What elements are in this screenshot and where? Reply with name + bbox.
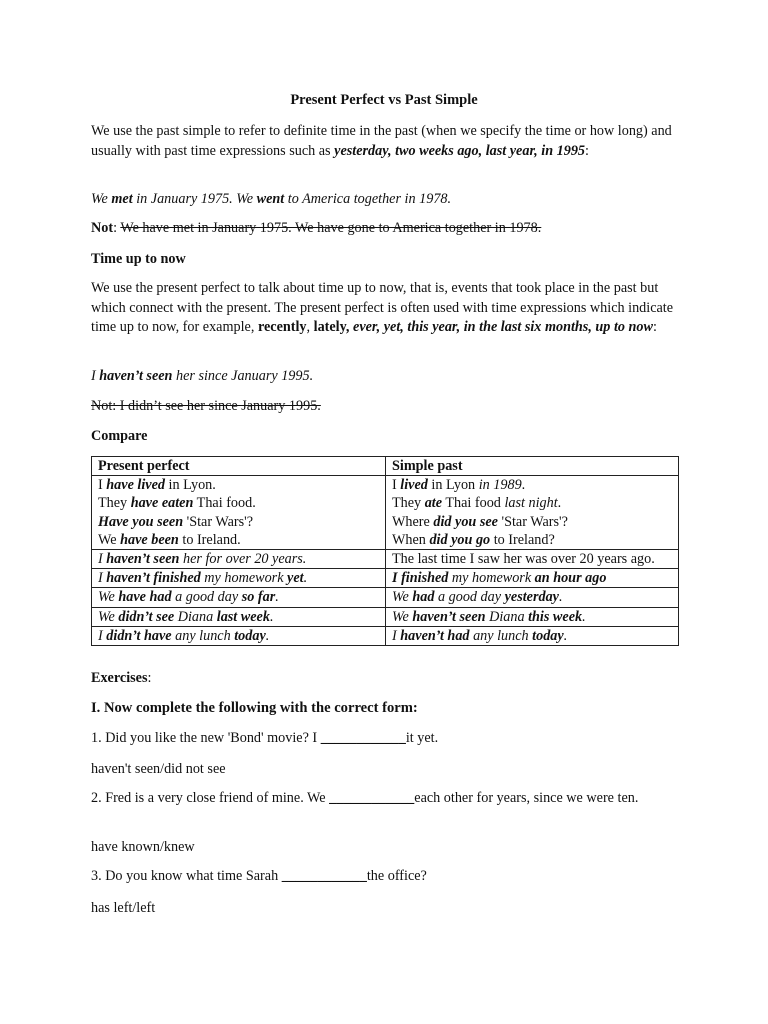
sp-line-2: They ate Thai food last night. (392, 495, 562, 512)
sp-line-1: I lived in Lyon in 1989. (392, 477, 526, 494)
present-perfect-paragraph (91, 279, 681, 338)
not-example-2: Not: I didn’t see her since January 1995. (91, 398, 321, 414)
pp-line-3: Have you seen 'Star Wars'? (98, 513, 254, 530)
header-simple-past (386, 457, 679, 476)
sp-cell: I haven’t had any lunch today. (386, 626, 679, 645)
header-present-perfect (92, 457, 386, 476)
not-example-1 (91, 219, 681, 239)
page-title: Present Perfect vs Past Simple (290, 92, 478, 108)
heading-compare: Compare (91, 428, 148, 444)
para2-comma: , (306, 319, 314, 335)
question-1 (91, 729, 681, 749)
pp-cell: I haven’t seen her for over 20 years. (92, 550, 386, 569)
sp-line-4: When did you go to Ireland? (392, 531, 555, 548)
ex1-mid: in January 1975. We (132, 191, 257, 207)
table-row (92, 607, 679, 626)
example-past-simple (91, 190, 681, 210)
intro-expressions: yesterday, two weeks ago, last year, in 1995 (334, 142, 586, 159)
example-present-perfect (91, 367, 681, 387)
ex1-verb-met: met (111, 191, 133, 207)
header-simple-past-label: Simple past (392, 458, 463, 474)
table-row (92, 476, 679, 550)
sp-cell: We haven’t seen Diana this week. (386, 607, 679, 626)
table-row (92, 588, 679, 607)
sp-line-3: Where did you see 'Star Wars'? (392, 513, 568, 530)
ex1-verb-went: went (256, 191, 285, 207)
q1-blank[interactable]: ____________ (320, 730, 406, 746)
table-row (92, 569, 679, 588)
para2-end: : (652, 319, 657, 335)
pp-line-2: They have eaten Thai food. (98, 495, 256, 512)
pp-line-1: I have lived in Lyon. (98, 477, 216, 494)
ex1-we: We (91, 191, 112, 207)
para2-expressions: ever, yet, this year, in the last six months, up to now (349, 319, 653, 335)
heading-time-up-to-now: Time up to now (91, 251, 186, 267)
intro-text: We use the past simple to refer to definite time in the past (when we specify the time or how long) and usually with past time expressions such as (91, 123, 672, 159)
exercises-label: Exercises (91, 670, 148, 686)
q3-end: the office? (366, 868, 427, 884)
q3-blank[interactable]: ____________ (281, 868, 367, 884)
q2-blank[interactable]: ____________ (329, 790, 415, 806)
not-label: Not (91, 220, 114, 236)
section-1-title: I. Now complete the following with the correct form: (91, 700, 418, 716)
para2-lately: lately, (313, 319, 350, 335)
q1-end: it yet. (405, 730, 439, 746)
ex2-rest: her since January 1995. (172, 368, 314, 384)
intro-paragraph (91, 122, 681, 161)
table-row (92, 550, 679, 569)
question-3 (91, 867, 681, 887)
struck-example-1: We have met in January 1975. We have gone to America together in 1978. (120, 220, 542, 236)
sp-cell: I finished my homework an hour ago (386, 569, 679, 588)
table-header-row (92, 457, 679, 476)
intro-end: : (585, 142, 589, 159)
pp-line-4: We have been to Ireland. (98, 531, 241, 548)
pp-cell: We have had a good day so far. (92, 588, 386, 607)
pp-cell: I haven’t finished my homework yet. (92, 569, 386, 588)
q1-text: 1. Did you like the new 'Bond' movie? I (91, 730, 321, 746)
ex2-verb: haven’t seen (99, 368, 173, 384)
ex2-i: I (91, 368, 100, 384)
para2-text: We use the present perfect to talk about time up to now, that is, events that took place in the past but which connect with the present. The present perfect is often used with time expressions which indicate time up to now, for example, (91, 280, 674, 335)
pp-cell: I didn’t have any lunch today. (92, 626, 386, 645)
header-present-perfect-label: Present perfect (98, 458, 190, 474)
simple-past-examples (386, 476, 679, 550)
sp-cell: The last time I saw her was over 20 years ago. (386, 550, 679, 569)
table-row (92, 626, 679, 645)
not-colon: : (113, 220, 121, 236)
q2-options: have known/knew (91, 839, 195, 855)
q2-end: each other for years, since we were ten. (414, 790, 639, 806)
q3-text: 3. Do you know what time Sarah (91, 868, 282, 884)
comparison-table (91, 456, 679, 646)
q1-options: haven't seen/did not see (91, 761, 226, 777)
present-perfect-examples (92, 476, 386, 550)
exercises-heading: Exercises: (91, 670, 152, 686)
q2-text: 2. Fred is a very close friend of mine. We (91, 790, 330, 806)
q3-options: has left/left (91, 900, 156, 916)
pp-cell: We didn’t see Diana last week. (92, 607, 386, 626)
question-2 (91, 789, 681, 809)
para2-recently: recently (257, 319, 307, 335)
sp-cell: We had a good day yesterday. (386, 588, 679, 607)
ex1-end: to America together in 1978. (284, 191, 452, 207)
